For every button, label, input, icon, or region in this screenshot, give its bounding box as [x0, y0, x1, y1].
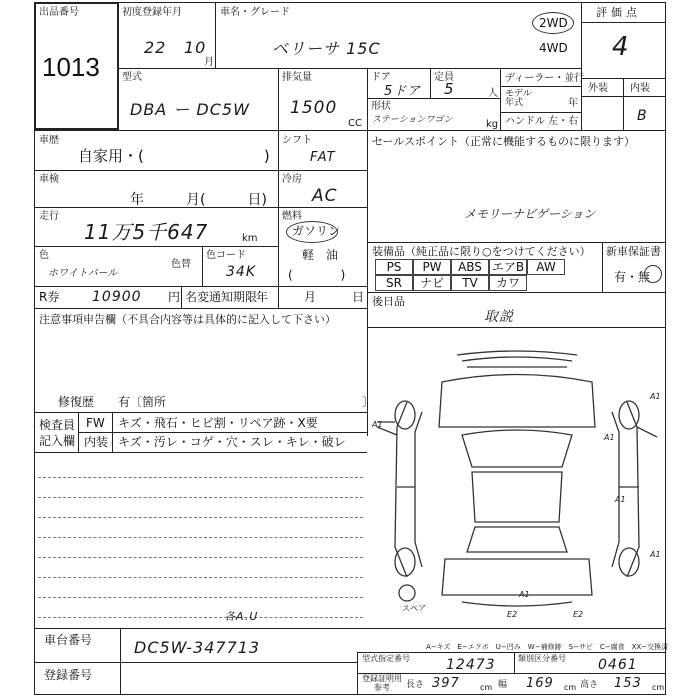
divider [34, 286, 367, 287]
divider [34, 412, 367, 413]
inspector-label-2: 記入欄 [39, 434, 76, 448]
model-year-unit: 年 [568, 98, 578, 109]
divider [34, 662, 357, 663]
divider [215, 2, 216, 68]
width-label: 幅 [498, 680, 508, 690]
damage-mark: E2 [507, 610, 518, 619]
ext-label: 外装 [588, 83, 608, 94]
divider [623, 78, 624, 130]
chassis-value: DC5W-347713 [134, 638, 261, 657]
height-unit: cm [652, 683, 665, 692]
int-score: B [637, 108, 648, 124]
spare-label: スペア [402, 604, 426, 613]
inspector-note: 各A.U [224, 610, 259, 623]
equipment-label: 装備品（純正品に限り○をつけてください） [372, 245, 591, 258]
model-value: ベリーサ 15C [272, 39, 381, 58]
divider [367, 242, 666, 243]
type-label: 型式 [122, 72, 142, 83]
shape-value: ステーションワゴン [372, 115, 453, 125]
recycle-label: R券 [39, 290, 60, 304]
divider [34, 246, 278, 247]
notes-line [38, 617, 363, 618]
displacement-value: 1500 [290, 98, 338, 118]
notes-line [38, 537, 363, 538]
equipment-item: PW [413, 259, 451, 275]
equipment-item: ABS [451, 259, 489, 275]
repair-close: 〕 [362, 395, 375, 409]
damage-legend: A−キズ E−エクボ U−凹み W−補修跡 S−サビ C−腐食 XX−交換済 [426, 643, 669, 651]
aircon-label: 冷房 [282, 174, 302, 185]
color-label: 色 [39, 250, 49, 261]
divider [278, 130, 279, 308]
width-value: 169 [526, 676, 554, 691]
length-unit: cm [480, 683, 493, 692]
chassis-label: 車台番号 [44, 633, 93, 647]
ref-label: 登録証明用 参考 [362, 674, 402, 692]
drive-4wd: 4WD [539, 41, 568, 55]
aircon-value: AC [312, 186, 338, 206]
divider [430, 68, 431, 98]
shift-label: シフト [282, 135, 312, 146]
doors-label: ドア [371, 72, 391, 83]
sales-point-label: セールスポイント（正常に機能するものに限ります） [372, 135, 636, 148]
divider [78, 432, 367, 433]
first-reg-label: 初度登録年月 [122, 7, 182, 18]
name-change-date: 年 月 日 [256, 290, 365, 304]
later-value: 取説 [484, 309, 514, 325]
length-label: 長さ [406, 680, 425, 690]
damage-mark: A1 [372, 420, 383, 429]
equipment-item: TV [451, 275, 489, 291]
height-label: 高さ [580, 680, 599, 690]
divider [34, 628, 666, 629]
first-reg-year: 22 [144, 38, 167, 57]
divider [34, 130, 666, 131]
notes-line [38, 477, 363, 478]
int-label: 内装 [630, 83, 650, 94]
equipment-item: エアB [489, 259, 527, 275]
repair-value: 有〔箇所 [118, 395, 167, 409]
displacement-label: 排気量 [282, 72, 312, 83]
type-num-value: 12473 [446, 657, 496, 673]
warranty-value: 有・無 [614, 270, 651, 284]
repair-label: 修復歴 [58, 395, 95, 409]
color-code-value: 34K [226, 264, 256, 280]
score-label: 評価点 [596, 6, 641, 19]
fw-text: キズ・飛石・ヒビ割・リペア跡・X要 [118, 416, 318, 430]
length-value: 397 [432, 676, 460, 691]
sales-point-value: メモリーナビゲーション [464, 207, 596, 221]
mileage-value: 11万5千647 [84, 220, 209, 244]
later-label: 後日品 [372, 295, 405, 308]
notes-line [38, 557, 363, 558]
first-reg-month-unit: 月 [204, 57, 214, 68]
first-reg-month: 10 [184, 38, 207, 57]
notes-line [38, 517, 363, 518]
lot-label: 出品番号 [39, 7, 79, 18]
dealer-label: ディーラー・並行 [505, 73, 585, 84]
color-value: ホワイトパール [48, 268, 118, 279]
type-num-label: 型式指定番号 [362, 654, 410, 663]
divider [34, 452, 367, 453]
notes-label: 注意事項申告欄（不具合内容等は具体的に記入して下さい） [39, 313, 336, 326]
divider [367, 292, 666, 293]
equipment-item: AW [527, 259, 565, 275]
doors-value: 5ドア [384, 84, 421, 99]
displacement-unit: CC [348, 118, 362, 129]
damage-mark: E2 [573, 610, 584, 619]
color-code-label: 色コード [206, 250, 246, 261]
divider [357, 673, 666, 674]
inspection-value: 年 月( 日) [130, 192, 267, 208]
fuel-diesel: 軽 油 [302, 248, 339, 262]
handle-label: ハンドル 左・右 [505, 116, 579, 127]
equipment-item: ナビ [413, 275, 451, 291]
drive-2wd: 2WD [539, 16, 568, 30]
divider [602, 242, 603, 292]
equipment-item: カワ [489, 275, 527, 291]
int-text: キズ・汚レ・コゲ・穴・スレ・キレ・破レ [118, 435, 346, 449]
capacity-value: 5 [444, 80, 455, 98]
divider [367, 98, 500, 99]
shape-label: 形状 [371, 101, 391, 112]
mileage-label: 走行 [39, 211, 59, 222]
model-label: 車名・グレード [220, 7, 290, 18]
damage-mark: A1 [615, 495, 626, 504]
height-value: 153 [614, 676, 642, 691]
inspection-label: 車検 [39, 174, 59, 185]
registration-label: 登録番号 [44, 668, 93, 682]
class-label: 類別区分番号 [518, 654, 566, 663]
equipment-item: SR [375, 275, 413, 291]
warranty-circle [644, 265, 662, 283]
divider [278, 68, 279, 130]
car-diagram [367, 327, 666, 627]
color-change-label: 色替 [171, 259, 191, 270]
history-label: 車歴 [39, 135, 59, 146]
divider [367, 68, 368, 130]
inspector-label-1: 検査員 [39, 418, 76, 432]
damage-mark: A1 [650, 550, 661, 559]
divider [514, 652, 515, 673]
shift-value: FAT [310, 150, 336, 165]
fuel-gasoline: ガソリン [292, 224, 341, 238]
damage-mark: A1 [604, 433, 615, 442]
equipment-item: PS [375, 259, 413, 275]
history-value: 自家用・( ) [78, 147, 270, 165]
damage-mark: A1 [650, 392, 661, 401]
fuel-label: 燃料 [282, 211, 302, 222]
mileage-unit: km [242, 233, 258, 244]
auction-sheet [34, 2, 669, 695]
name-change-label: 名変通知期限 [185, 290, 258, 304]
capacity-unit: 人 [488, 88, 498, 99]
divider [34, 170, 367, 171]
divider [500, 86, 581, 87]
class-value: 0461 [598, 657, 638, 673]
int-label-2: 内装 [84, 435, 109, 449]
warranty-label: 新車保証書 [606, 245, 661, 258]
load-unit: kg [486, 119, 499, 130]
fw-label: FW [86, 416, 105, 430]
lot-number: 1013 [42, 52, 100, 82]
recycle-value: 10900 [92, 289, 142, 305]
recycle-unit: 円 [168, 290, 181, 304]
notes-line [38, 597, 363, 598]
notes-line [38, 497, 363, 498]
divider [500, 68, 501, 130]
divider [34, 308, 367, 309]
score-value: 4 [612, 32, 630, 62]
width-unit: cm [564, 683, 577, 692]
damage-mark: A1 [519, 590, 530, 599]
divider [34, 207, 367, 208]
fuel-other: ( ) [288, 268, 346, 282]
capacity-label: 定員 [434, 72, 454, 83]
type-value: DBA ー DC5W [130, 100, 250, 119]
divider [202, 246, 203, 286]
divider [500, 112, 581, 113]
notes-line [38, 577, 363, 578]
divider [181, 286, 182, 308]
divider [581, 22, 666, 23]
divider [357, 652, 666, 653]
model-year-label: モデル 年式 [505, 89, 532, 108]
divider [119, 68, 581, 69]
divider [581, 96, 666, 97]
